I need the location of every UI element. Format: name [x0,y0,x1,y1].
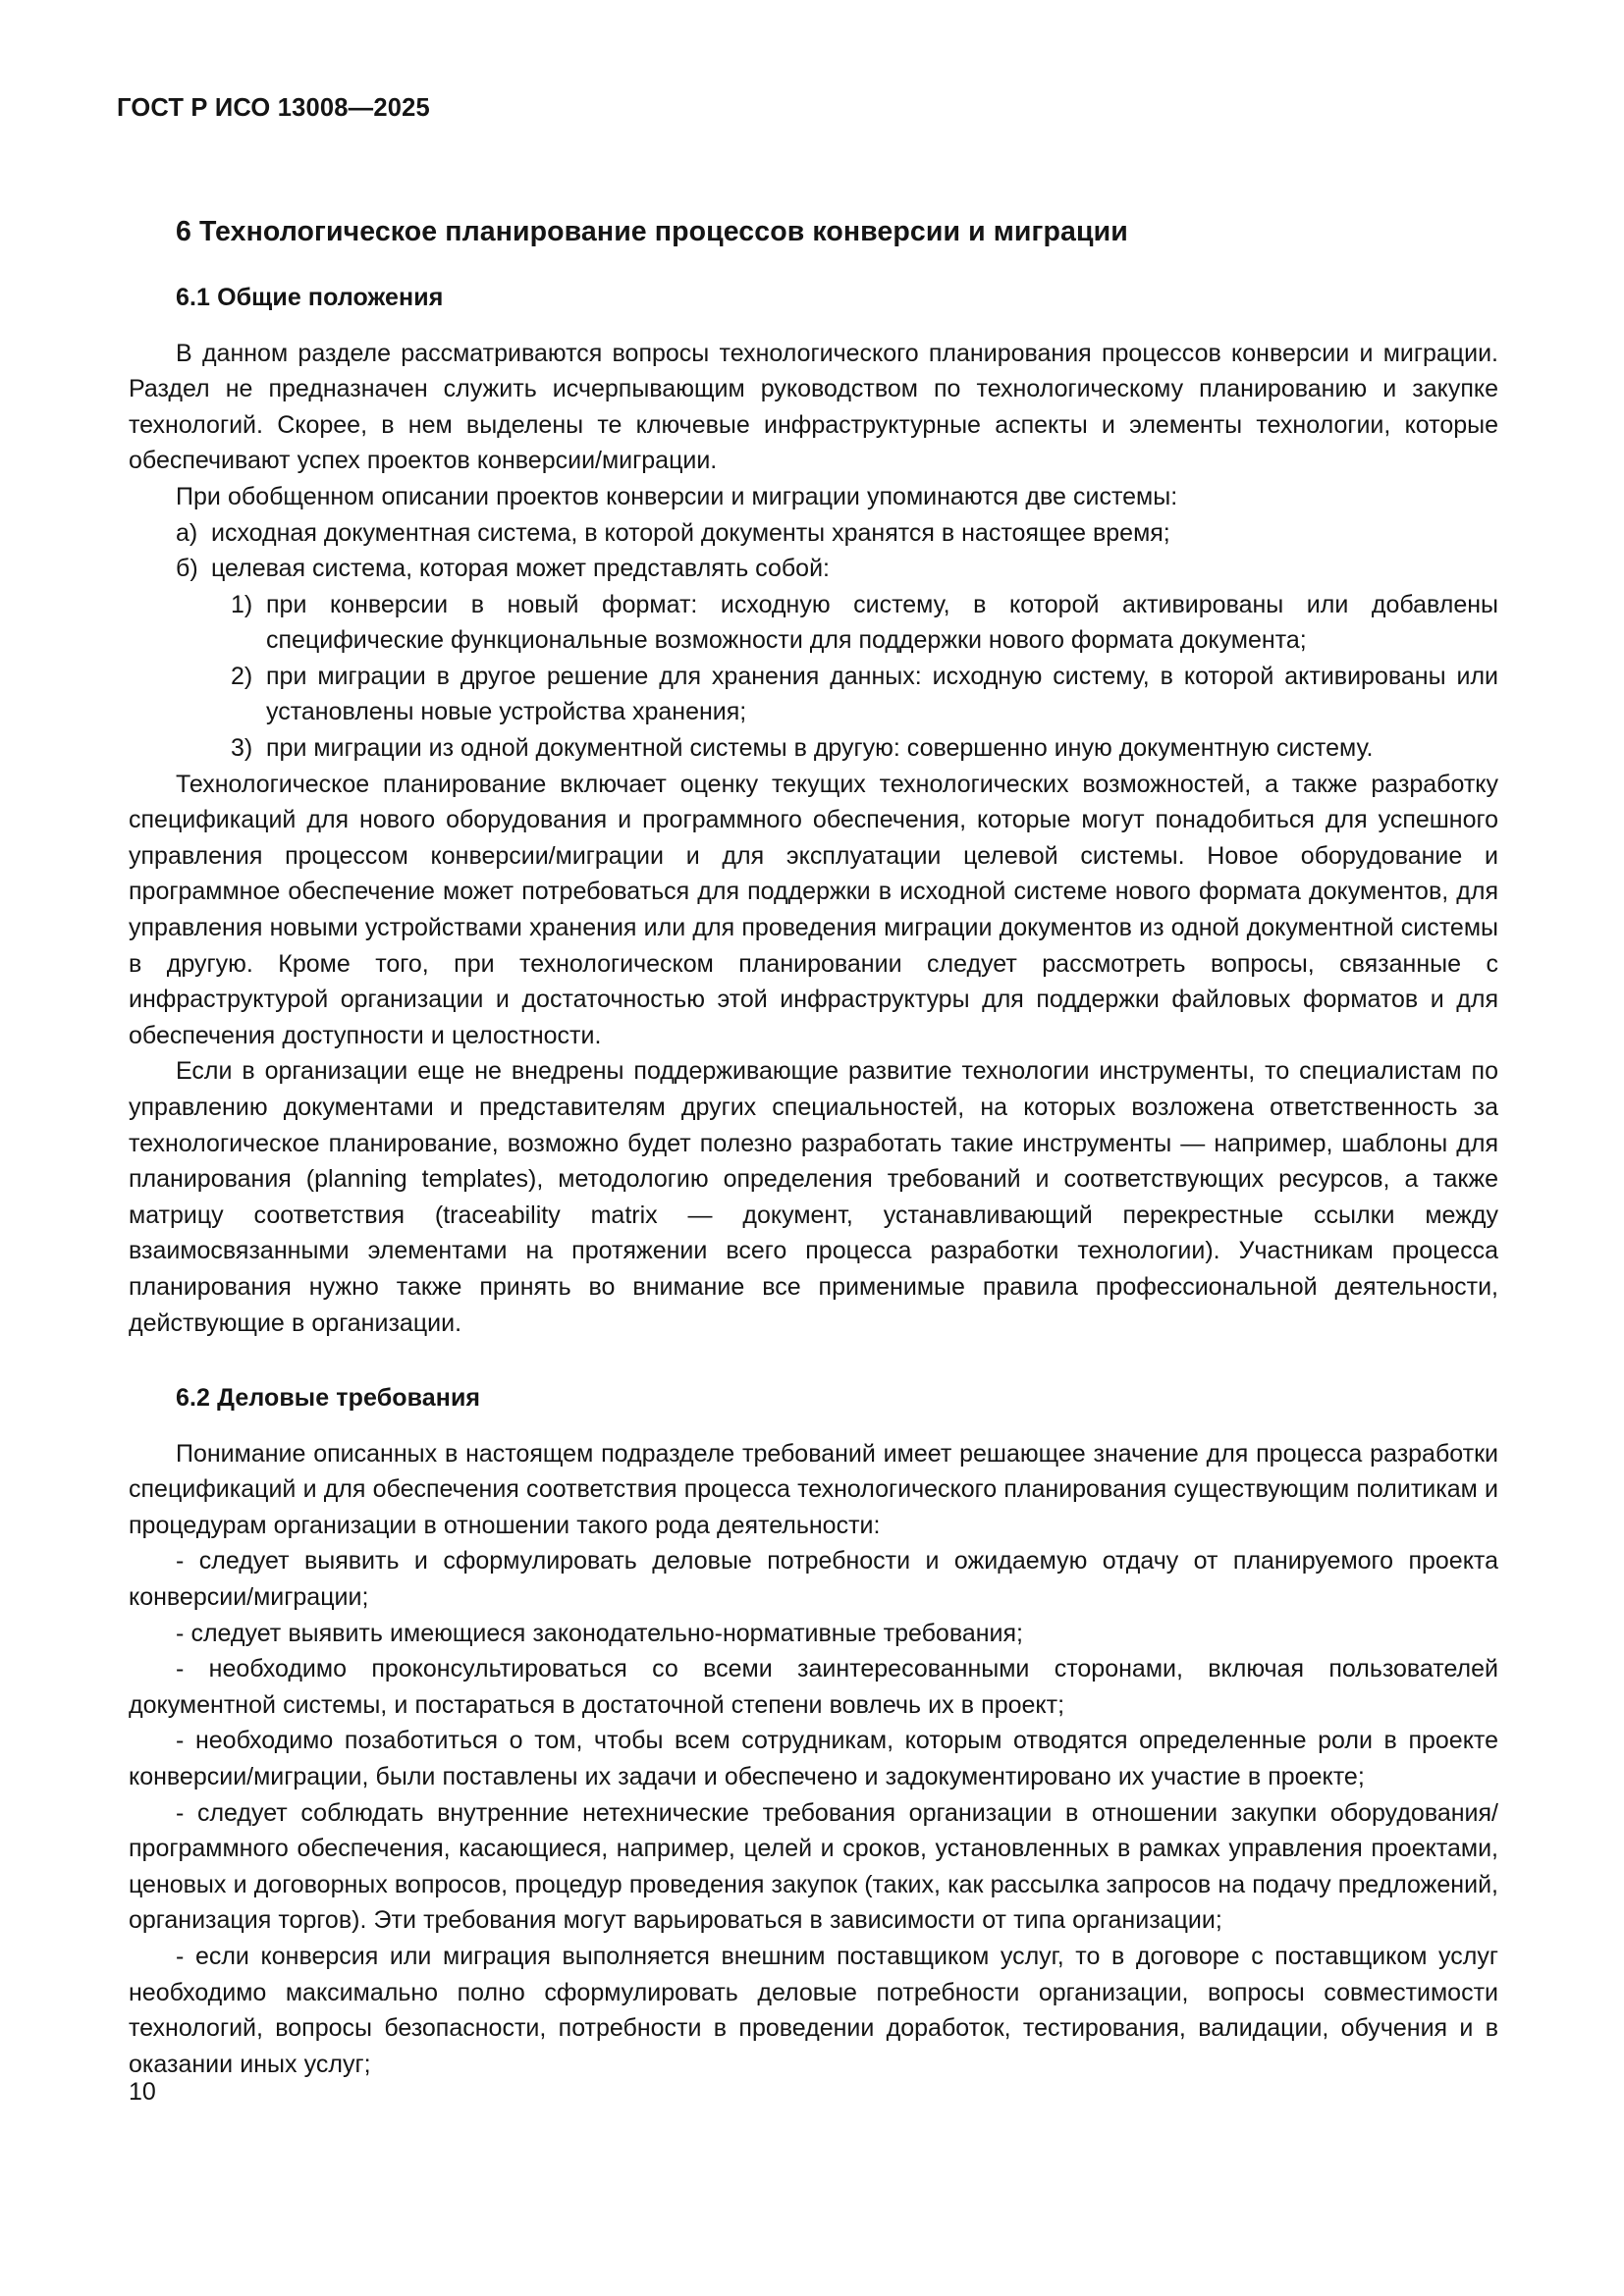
subsection-heading-6-1: 6.1 Общие положения [176,284,444,312]
list-item-a [129,515,1498,552]
dash-item-5: - следует соблюдать внутренние нетехнические требования организации в отношении закупки оборудования/программного обеспечения, касающиеся, например, целей и сроков, установленных в рамках управления проектами, ценовых и договорных вопросов, процедур проведения закупок (таких, как рассылка запросов на подачу предложений, организация торгов). Эти требования могут варьироваться в зависимости от типа организации; [129,1798,1498,1935]
dash-item-1: - следует выявить и сформулировать деловые потребности и ожидаемую отдачу от планируемого проекта конверсии/миграции; [129,1547,1498,1612]
paragraph-6-2-intro: Понимание описанных в настоящем подразделе требований имеет решающее значение для процесса разработки спецификаций и для обеспечения соответствия процесса технологического планирования существующим политикам и процедурам организации в отношении такого рода деятельности: [129,1439,1498,1539]
running-head: ГОСТ Р ИСО 13008—2025 [117,94,430,122]
list-marker-b-1: 1) [231,590,253,618]
list-text-b-2: при миграции в другое решение для хранения данных: исходную систему, в которой активированы или установлены новые устройства хранения; [266,662,1498,726]
list-marker-a: а) [176,518,198,547]
list-text-b-3: при миграции из одной документной системы в другую: совершенно иную документную систему. [266,734,1374,763]
list-text-b-1: при конверсии в новый формат: исходную систему, в которой активированы или добавлены специфические функциональные возможности для поддержки нового формата документа; [266,590,1498,655]
list-item-b-1 [129,587,1498,659]
page-content [129,214,1498,2082]
dash-item-3: - необходимо проконсультироваться со всеми заинтересованными сторонами, включая пользователей документной системы, и постараться в достаточной степени вовлечь их в проект; [129,1655,1498,1719]
page-number: 10 [129,2078,156,2106]
list-text-a: исходная документная система, в которой документы хранятся в настоящее время; [211,518,1170,547]
paragraph-6-1-intro: В данном разделе рассматриваются вопросы технологического планирования процессов конверсии и миграции. Раздел не предназначен служить исчерпывающим руководством по технологическому планированию и закупке технологий. Скорее, в нем выделены те ключевые инфраструктурные аспекты и элементы технологии, которые обеспечивают успех проектов конверсии/миграции. [129,339,1498,475]
list-item-b [129,551,1498,587]
dash-item-2: - следует выявить имеющиеся законодательно-нормативные требования; [176,1619,1023,1647]
section-heading-6: 6 Технологическое планирование процессов конверсии и миграции [176,216,1128,247]
dash-item-4: - необходимо позаботиться о том, чтобы всем сотрудникам, которым отводятся определенные роли в проекте конверсии/миграции, были поставлены их задачи и обеспечено и задокументировано их участие в проекте; [129,1727,1498,1791]
paragraph-technology-planning: Технологическое планирование включает оценку текущих технологических возможностей, а также разработку спецификаций для нового оборудования и программного обеспечения, которые могут понадобиться для успешного управления процессом конверсии/миграции и для эксплуатации целевой системы. Новое оборудование и программное обеспечение может потребоваться для поддержки в исходной системе нового формата документов, для управления новыми устройствами хранения или для проведения миграции документов из одной документной системы в другую. Кроме того, при технологическом планировании следует рассмотреть вопросы, связанные с инфраструктурой организации и достаточностью этой инфраструктуры для поддержки файловых форматов и для обеспечения доступности и целостности. [129,770,1498,1049]
list-text-b: целевая система, которая может представлять собой: [211,555,830,583]
dash-item-6: - если конверсия или миграция выполняется внешним поставщиком услуг, то в договоре с поставщиком услуг необходимо максимально полно сформулировать деловые потребности организации, вопросы совместимости технологий, вопросы безопасности, потребности в проведении доработок, тестирования, валидации, обучения и в оказании иных услуг; [129,1942,1498,2078]
subsection-heading-6-2: 6.2 Деловые требования [176,1384,481,1413]
list-marker-b-2: 2) [231,662,253,690]
list-item-b-3 [129,730,1498,767]
paragraph-two-systems-lead: При обобщенном описании проектов конверсии и миграции упоминаются две системы: [176,482,1178,510]
list-marker-b: б) [176,555,198,583]
paragraph-tools: Если в организации еще не внедрены поддерживающие развитие технологии инструменты, то специалистам по управлению документами и представителям других специальностей, на которых возложена ответственность за технологическое планирование, возможно будет полезно разработать такие инструменты — например, шаблоны для планирования (planning templates), методологию определения требований и соответствующих ресурсов, а также матрицу соответствия (traceability matrix — документ, устанавливающий перекрестные ссылки между взаимосвязанными элементами на протяжении всего процесса разработки технологии). Участникам процесса планирования нужно также принять во внимание все применимые правила профессиональной деятельности, действующие в организации. [129,1057,1498,1337]
list-item-b-2 [129,659,1498,730]
list-marker-b-3: 3) [231,734,253,763]
